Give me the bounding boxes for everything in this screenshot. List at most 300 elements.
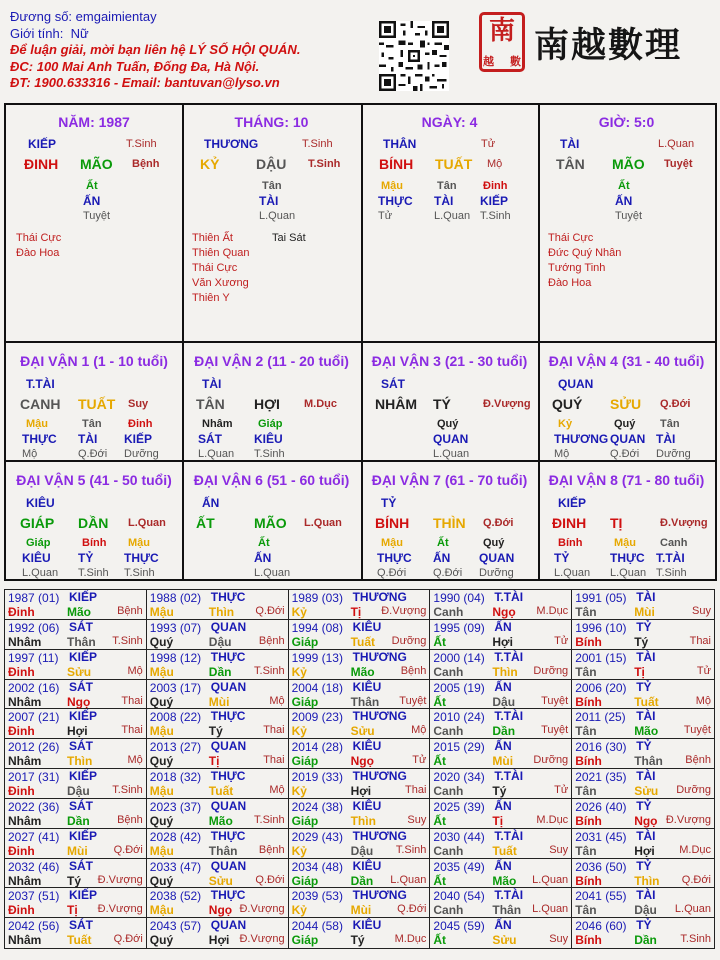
dai-van-star: KIÊU	[26, 496, 55, 510]
hidden-can: Giáp	[258, 418, 283, 430]
year-can: Giáp	[291, 694, 319, 709]
hidden-can: Kỷ	[558, 418, 573, 430]
year-star: KIẾP	[69, 590, 98, 604]
year-star: KIÊU	[352, 679, 382, 694]
year-cell	[289, 620, 431, 650]
year-can: Quý	[149, 873, 174, 888]
dai-van-star: QUAN	[558, 377, 594, 391]
pillar-star: THÂN	[383, 137, 417, 151]
year-chi: Dậu	[67, 784, 90, 798]
year-phase: Đ.Vượng	[97, 903, 143, 916]
year-phase: Thai	[404, 784, 427, 796]
year-label: 2029 (43)	[291, 829, 343, 844]
year-can: Kỷ	[291, 784, 307, 798]
year-chi: Dần	[492, 724, 516, 739]
hidden-phase: Q.Đới	[377, 567, 407, 579]
dai-van-chi: THÌN	[433, 515, 466, 531]
year-cell	[289, 590, 431, 620]
pillar-can: ĐINH	[24, 156, 59, 172]
hidden-phase: T.Sinh	[656, 567, 687, 579]
year-can: Mậu	[149, 843, 174, 858]
year-cell	[430, 709, 572, 739]
year-cell	[289, 918, 431, 948]
year-can: Kỷ	[291, 664, 307, 679]
hidden-star: TỶ	[78, 551, 94, 565]
dai-van-phase: Q.Đới	[483, 517, 514, 529]
contact-line: Để luận giải, mời bạn liên hệ LÝ SỐ HỘI QUÁN.	[10, 42, 301, 58]
year-label: 1991 (05)	[575, 591, 627, 605]
year-cell	[289, 859, 431, 889]
year-can: Đinh	[8, 605, 35, 619]
year-phase: M.Dục	[394, 933, 427, 946]
year-can: Quý	[149, 933, 174, 948]
year-phase: Thai	[263, 724, 285, 737]
year-chi: Mão	[208, 813, 233, 828]
pillar-title: NGÀY: 4	[421, 114, 478, 130]
dai-van-2	[182, 341, 361, 460]
pillar-star: THƯƠNG	[204, 137, 259, 151]
year-label: 1997 (11)	[8, 650, 59, 665]
dai-van-title: ĐẠI VẬN 2 (11 - 20 tuổi)	[194, 353, 349, 369]
year-cell	[430, 590, 572, 620]
year-cell	[147, 888, 289, 918]
year-label: 1989 (03)	[291, 591, 343, 605]
year-star: THỰC	[210, 590, 246, 604]
year-cell	[430, 799, 572, 829]
shen-sat-right: Tai Sát	[272, 232, 306, 244]
hidden-phase: Q.Đới	[610, 448, 640, 460]
year-chi: Dậu	[492, 694, 516, 709]
year-phase: Tuyệt	[541, 724, 569, 737]
year-phase: Dưỡng	[533, 754, 569, 767]
year-star: KIẾP	[69, 828, 98, 843]
hidden-phase: L.Quan	[198, 448, 235, 460]
year-can: Bính	[575, 694, 602, 709]
year-star: TÀI	[636, 769, 656, 783]
hidden-can: Tân	[660, 418, 680, 430]
year-can: Mậu	[149, 784, 174, 798]
qr-code-icon[interactable]	[379, 21, 449, 91]
hidden-star: THƯƠNG	[554, 432, 609, 446]
year-chi: Ngọ	[208, 903, 233, 918]
year-phase: Thai	[689, 634, 711, 647]
year-phase: Q.Đới	[255, 605, 285, 617]
year-chi: Sửu	[208, 873, 233, 888]
year-phase: Q.Đới	[397, 903, 427, 916]
year-phase: L.Quan	[532, 873, 569, 886]
year-label: 2039 (53)	[291, 889, 343, 904]
pillar-1	[182, 105, 361, 341]
year-label: 2024 (38)	[291, 799, 343, 814]
shen-sat: Tướng Tinh	[548, 262, 606, 274]
year-can: Ất	[433, 694, 447, 709]
year-cell	[147, 859, 289, 889]
pillar-star: KIẾP	[28, 137, 57, 151]
year-can: Canh	[433, 843, 464, 858]
year-chi: Thìn	[634, 873, 660, 888]
year-label: 2008 (22)	[149, 710, 202, 725]
year-phase: Đ.Vượng	[239, 903, 285, 916]
year-phase: L.Quan	[390, 873, 427, 886]
year-can: Ất	[433, 873, 447, 888]
year-chi: Hợi	[492, 634, 513, 649]
seal-char-bl: 越	[483, 55, 494, 68]
year-star: QUAN	[210, 918, 247, 933]
year-can: Nhâm	[8, 813, 42, 828]
year-cell	[5, 799, 147, 829]
year-phase: T.Sinh	[254, 664, 285, 677]
year-star: QUAN	[210, 739, 247, 754]
year-chi: Sửu	[350, 724, 375, 739]
year-cell	[289, 888, 431, 918]
year-label: 2013 (27)	[149, 740, 202, 755]
year-cell	[289, 829, 431, 859]
hidden-star: KIÊU	[254, 432, 283, 446]
dai-van-title: ĐẠI VẬN 8 (71 - 80 tuổi)	[548, 472, 705, 488]
hidden-star: THỰC	[377, 551, 412, 565]
year-cell	[5, 620, 147, 650]
year-cell	[572, 590, 714, 620]
year-phase: Đ.Vượng	[239, 933, 285, 946]
pillar-chi: DẬU	[256, 156, 287, 172]
year-label: 1994 (08)	[291, 620, 343, 635]
year-chi: Thân	[208, 843, 238, 858]
dai-van-can: GIÁP	[20, 515, 55, 531]
year-can: Giáp	[291, 933, 319, 948]
year-can: Nhâm	[8, 933, 42, 948]
year-star: ẤN	[494, 739, 512, 754]
year-star: THƯƠNG	[352, 888, 407, 903]
year-star: THỰC	[210, 888, 246, 903]
year-can: Đinh	[8, 724, 35, 739]
year-star: KIÊU	[352, 798, 382, 813]
year-phase: Thai	[121, 694, 143, 707]
year-cell	[5, 918, 147, 948]
year-star: THƯƠNG	[352, 649, 407, 664]
year-can: Nhâm	[8, 634, 42, 649]
year-star: QUAN	[210, 619, 247, 634]
year-phase: M.Dục	[536, 813, 569, 826]
year-label: 1998 (12)	[149, 650, 202, 665]
year-label: 1993 (07)	[149, 620, 202, 635]
seal-stamp	[479, 12, 525, 72]
annual-grid	[4, 589, 715, 949]
hidden-phase: T.Sinh	[124, 567, 155, 579]
year-can: Tân	[575, 724, 597, 739]
year-chi: Thìn	[208, 605, 235, 619]
hidden-phase: Dưỡng	[124, 448, 159, 460]
year-chi: Tuất	[208, 784, 234, 798]
year-cell	[572, 650, 714, 680]
year-phase: Tử	[554, 634, 569, 647]
year-chi: Mùi	[208, 694, 230, 709]
hidden-can: Bính	[558, 537, 583, 549]
year-star: KIÊU	[352, 918, 382, 933]
year-cell	[430, 769, 572, 799]
pillar-title: THÁNG: 10	[234, 114, 309, 130]
year-cell	[430, 888, 572, 918]
year-star: T.TÀI	[494, 590, 524, 604]
year-label: 2005 (19)	[433, 680, 485, 695]
hidden-star: THỰC	[610, 551, 645, 565]
year-label: 2006 (20)	[575, 680, 627, 695]
hidden-can: Quý	[483, 537, 505, 549]
year-can: Mậu	[149, 605, 174, 619]
year-phase: Q.Đới	[113, 843, 143, 856]
chart-main	[4, 103, 717, 581]
year-phase: Suy	[549, 933, 569, 946]
year-phase: M.Dục	[536, 605, 569, 617]
year-label: 2022 (36)	[8, 799, 60, 814]
dai-van-star: KIẾP	[558, 496, 587, 510]
year-label: 2033 (47)	[149, 859, 202, 874]
dai-van-phase: M.Dục	[304, 398, 337, 410]
year-label: 2007 (21)	[8, 710, 60, 725]
dai-van-star: T.TÀI	[26, 377, 55, 391]
year-phase: Tử	[412, 754, 427, 767]
hidden-can: Tân	[82, 418, 102, 430]
year-star: THƯƠNG	[352, 590, 407, 604]
dai-van-chi: TỊ	[610, 515, 623, 531]
hidden-can: Ất	[86, 180, 98, 192]
year-phase: Mộ	[269, 784, 285, 796]
year-star: THỰC	[210, 828, 246, 843]
year-label: 2037 (51)	[8, 889, 60, 904]
year-chi: Mão	[67, 605, 91, 619]
year-cell	[430, 829, 572, 859]
year-cell	[572, 918, 714, 948]
year-label: 2009 (23)	[291, 710, 343, 725]
year-can: Canh	[433, 724, 464, 739]
year-can: Nhâm	[8, 694, 42, 709]
year-phase: Tử	[696, 664, 711, 677]
year-cell	[430, 620, 572, 650]
year-chi: Hợi	[634, 843, 655, 858]
year-label: 2038 (52)	[149, 889, 202, 904]
hidden-star: TÀI	[78, 432, 98, 446]
year-label: 2018 (32)	[149, 770, 202, 784]
year-chi: Mùi	[634, 605, 655, 619]
year-cell	[5, 739, 147, 769]
year-star: THƯƠNG	[352, 769, 407, 783]
year-can: Ất	[433, 933, 447, 948]
gender-value: Nữ	[70, 25, 89, 41]
year-label: 1987 (01)	[8, 591, 60, 605]
year-label: 2043 (57)	[149, 919, 202, 934]
year-phase: Mộ	[269, 694, 285, 707]
hidden-star: QUAN	[433, 432, 469, 446]
year-star: SÁT	[69, 918, 93, 933]
year-can: Kỷ	[291, 605, 307, 619]
hidden-star: THỰC	[22, 432, 57, 446]
year-star: SÁT	[69, 739, 93, 754]
hidden-star: TÀI	[434, 194, 454, 208]
year-phase: Bệnh	[117, 813, 143, 826]
dai-van-chi: SỬU	[610, 396, 642, 412]
year-star: KIẾP	[69, 649, 98, 664]
year-label: 2036 (50)	[575, 859, 627, 874]
shen-sat: Thái Cực	[192, 262, 238, 274]
hidden-star: THỰC	[378, 194, 413, 208]
dai-van-can: TÂN	[196, 396, 225, 412]
year-phase: Đ.Vượng	[97, 873, 143, 886]
year-label: 2004 (18)	[291, 680, 343, 695]
shen-sat: Thái Cực	[16, 232, 62, 244]
year-label: 2002 (16)	[8, 680, 60, 695]
year-label: 1990 (04)	[433, 591, 485, 605]
year-chi: Ngọ	[492, 605, 516, 619]
year-phase: Suy	[549, 843, 569, 856]
hidden-can: Mậu	[128, 537, 150, 549]
year-cell	[289, 739, 431, 769]
phone-email-line: ĐT: 1900.633316 - Email: bantuvan@lyso.vn	[10, 75, 280, 91]
dai-van-title: ĐẠI VẬN 1 (1 - 10 tuổi)	[20, 353, 168, 369]
hidden-star: ẤN	[615, 194, 633, 208]
year-phase: Dưỡng	[533, 664, 569, 677]
hidden-can: Mậu	[381, 180, 403, 192]
year-phase: Tử	[554, 784, 569, 796]
year-star: QUAN	[210, 858, 247, 873]
year-phase: Dưỡng	[676, 784, 711, 796]
year-chi: Mùi	[492, 754, 514, 769]
hidden-phase: L.Quan	[433, 448, 470, 460]
year-cell	[147, 829, 289, 859]
year-cell	[5, 709, 147, 739]
year-cell	[289, 680, 431, 710]
year-can: Nhâm	[8, 754, 42, 769]
year-star: TỶ	[636, 798, 652, 813]
year-can: Canh	[433, 903, 464, 918]
year-chi: Ngọ	[350, 754, 374, 769]
year-label: 2010 (24)	[433, 710, 485, 725]
year-cell	[147, 620, 289, 650]
year-label: 2035 (49)	[433, 859, 485, 874]
year-cell	[430, 859, 572, 889]
dai-van-phase: Đ.Vượng	[660, 517, 708, 529]
hidden-phase: L.Quan	[434, 210, 471, 222]
dai-van-phase: Suy	[128, 398, 149, 410]
year-cell	[147, 650, 289, 680]
year-can: Canh	[433, 664, 464, 679]
hidden-phase: Tuyệt	[615, 210, 643, 222]
year-star: TÀI	[636, 709, 656, 724]
dai-van-title: ĐẠI VẬN 5 (41 - 50 tuổi)	[16, 472, 172, 488]
dai-van-5	[6, 460, 182, 579]
dai-van-title: ĐẠI VẬN 7 (61 - 70 tuổi)	[371, 472, 528, 488]
year-cell	[572, 739, 714, 769]
year-phase: T.Sinh	[254, 813, 285, 826]
year-can: Kỷ	[291, 903, 307, 918]
dai-van-can: CANH	[20, 396, 61, 412]
year-star: THƯƠNG	[352, 828, 407, 843]
hidden-star: QUAN	[479, 551, 515, 565]
year-phase: Mộ	[127, 664, 143, 677]
shen-sat: Thiên Y	[192, 292, 230, 304]
hidden-star: ẤN	[83, 194, 101, 208]
year-chi: Tý	[634, 634, 649, 649]
year-cell	[5, 650, 147, 680]
year-phase: Đ.Vượng	[381, 605, 427, 617]
dai-van-chi: HỢI	[254, 396, 280, 412]
year-label: 1988 (02)	[149, 591, 202, 605]
year-chi: Hợi	[208, 933, 230, 948]
year-star: TỶ	[636, 679, 652, 694]
hidden-phase: L.Quan	[259, 210, 296, 222]
year-star: THƯƠNG	[352, 709, 407, 724]
year-can: Ất	[433, 813, 447, 828]
year-can: Bính	[575, 754, 602, 769]
dai-van-can: QUÝ	[552, 396, 583, 412]
hidden-can: Mậu	[381, 537, 403, 549]
dai-van-star: TÀI	[202, 377, 222, 391]
year-star: SÁT	[69, 798, 93, 813]
hidden-can: Tân	[437, 180, 457, 192]
year-cell	[430, 918, 572, 948]
year-cell	[147, 709, 289, 739]
year-label: 2023 (37)	[149, 799, 202, 814]
year-label: 2026 (40)	[575, 799, 627, 814]
shen-sat: Đào Hoa	[16, 247, 60, 259]
year-phase: L.Quan	[532, 903, 569, 916]
year-star: KIẾP	[69, 709, 98, 724]
year-chi: Tuất	[67, 933, 92, 948]
year-cell	[430, 680, 572, 710]
user-value: emgaimientay	[75, 9, 157, 24]
year-cell	[147, 769, 289, 799]
pillar-can: KỶ	[200, 156, 220, 172]
year-chi: Tị	[492, 813, 504, 828]
dai-van-3	[361, 341, 538, 460]
year-star: SÁT	[69, 679, 93, 694]
hidden-phase: L.Quan	[254, 567, 291, 579]
year-chi: Mão	[350, 664, 375, 679]
year-label: 2016 (30)	[575, 740, 627, 755]
seal-char-br: 數	[510, 55, 521, 68]
dai-van-6	[182, 460, 361, 579]
year-can: Tân	[575, 664, 597, 679]
year-phase: Suy	[692, 605, 711, 617]
dai-van-chi: TÝ	[433, 396, 451, 412]
hidden-phase: Dưỡng	[656, 448, 691, 460]
year-cell	[572, 799, 714, 829]
hidden-star: ẤN	[254, 551, 272, 565]
year-chi: Tý	[492, 784, 507, 798]
user-label: Đương số:	[10, 9, 73, 24]
year-can: Tân	[575, 784, 597, 798]
year-label: 1992 (06)	[8, 620, 60, 635]
year-star: ẤN	[494, 798, 512, 813]
hidden-can: Ất	[258, 537, 270, 549]
pillar-right: Bệnh	[132, 158, 160, 170]
year-cell	[572, 859, 714, 889]
dai-van-can: ẤT	[196, 515, 215, 531]
shen-sat: Đào Hoa	[548, 277, 592, 289]
hidden-can: Tân	[262, 180, 282, 192]
year-label: 2015 (29)	[433, 740, 485, 755]
year-star: ẤN	[494, 858, 512, 873]
year-can: Mậu	[149, 903, 174, 918]
year-star: TÀI	[636, 888, 656, 903]
year-chi: Tị	[208, 754, 220, 769]
year-phase: M.Dục	[679, 843, 711, 856]
year-can: Đinh	[8, 664, 35, 679]
year-chi: Tuất	[634, 694, 659, 709]
hidden-can: Mậu	[26, 418, 48, 430]
year-can: Bính	[575, 873, 602, 888]
pillar-star-phase: L.Quan	[658, 138, 695, 150]
year-star: TỶ	[636, 858, 652, 873]
year-star: THỰC	[210, 649, 246, 664]
